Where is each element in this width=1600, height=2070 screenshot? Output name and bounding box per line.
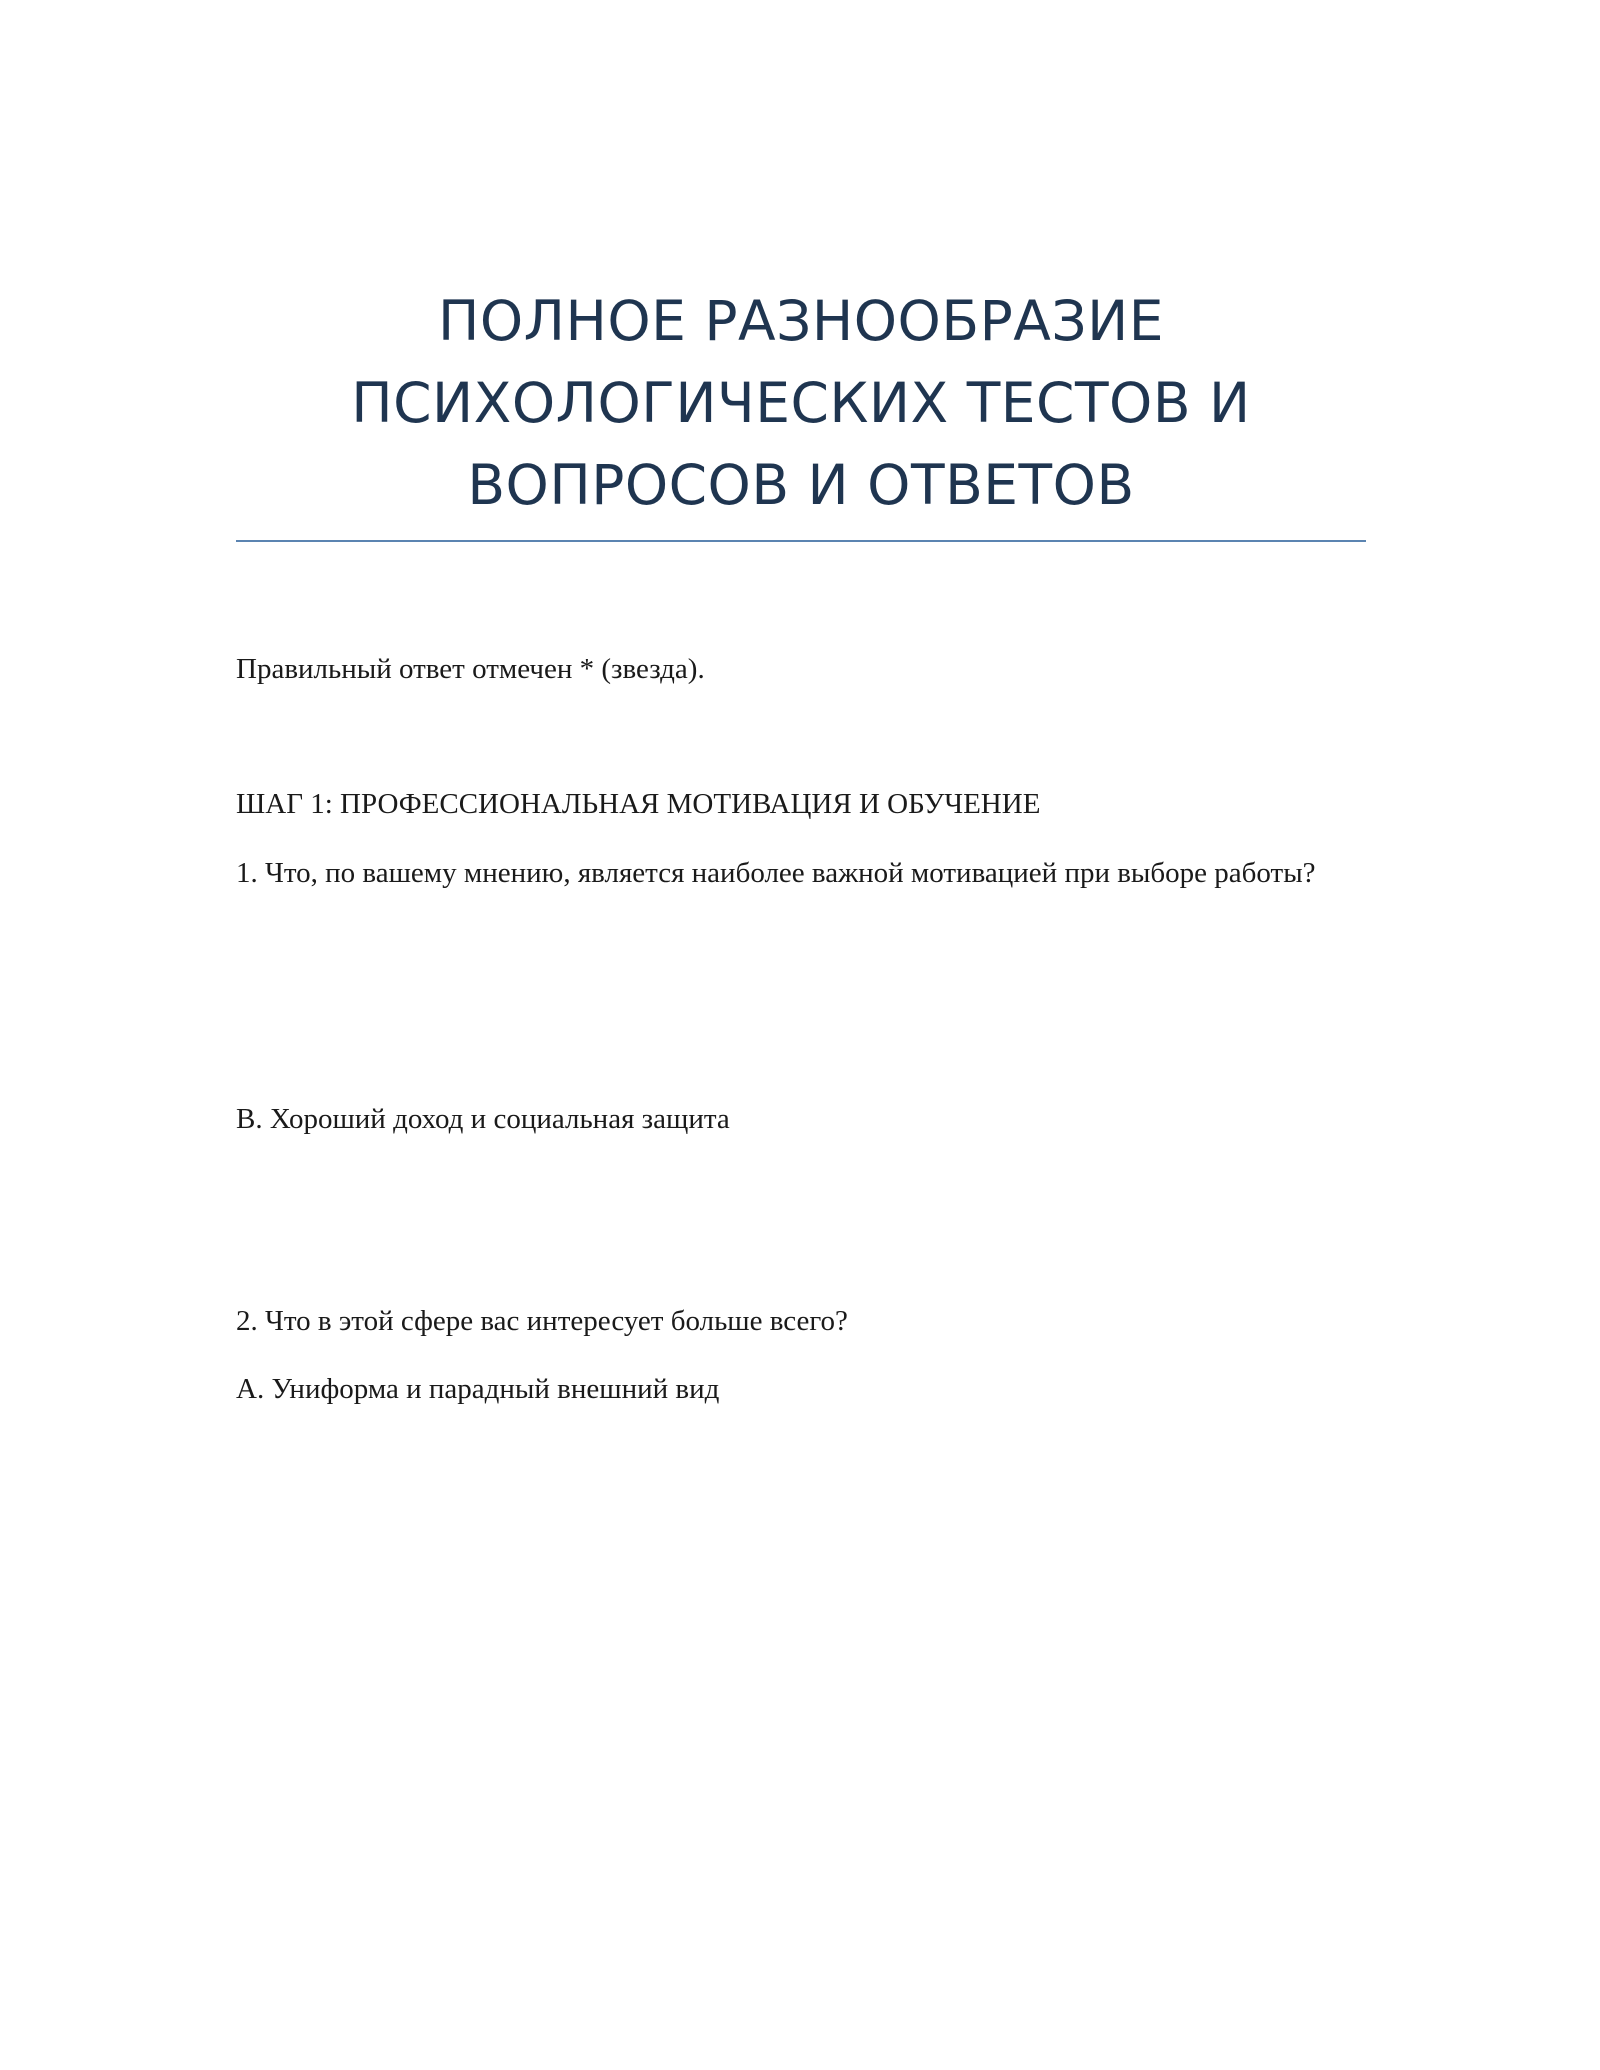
intro-text: Правильный ответ отмечен * (звезда).: [236, 653, 705, 685]
title-divider: [236, 540, 1366, 542]
question-1-answer: B. Хороший доход и социальная защита: [236, 1103, 730, 1135]
question-2-answer: A. Униформа и парадный внешний вид: [236, 1373, 720, 1405]
step-heading: ШАГ 1: ПРОФЕССИОНАЛЬНАЯ МОТИВАЦИЯ И ОБУЧЕНИЕ: [236, 788, 1041, 820]
question-1: 1. Что, по вашему мнению, является наиболее важной мотивацией при выборе работы?: [236, 857, 1316, 889]
title-line-2: ПСИХОЛОГИЧЕСКИХ ТЕСТОВ И: [351, 371, 1251, 435]
document-title: [236, 280, 1366, 526]
title-line-1: ПОЛНОЕ РАЗНООБРАЗИЕ: [437, 289, 1165, 353]
question-2: 2. Что в этой сфере вас интересует больше всего?: [236, 1305, 848, 1337]
title-line-3: ВОПРОСОВ И ОТВЕТОВ: [467, 453, 1135, 517]
